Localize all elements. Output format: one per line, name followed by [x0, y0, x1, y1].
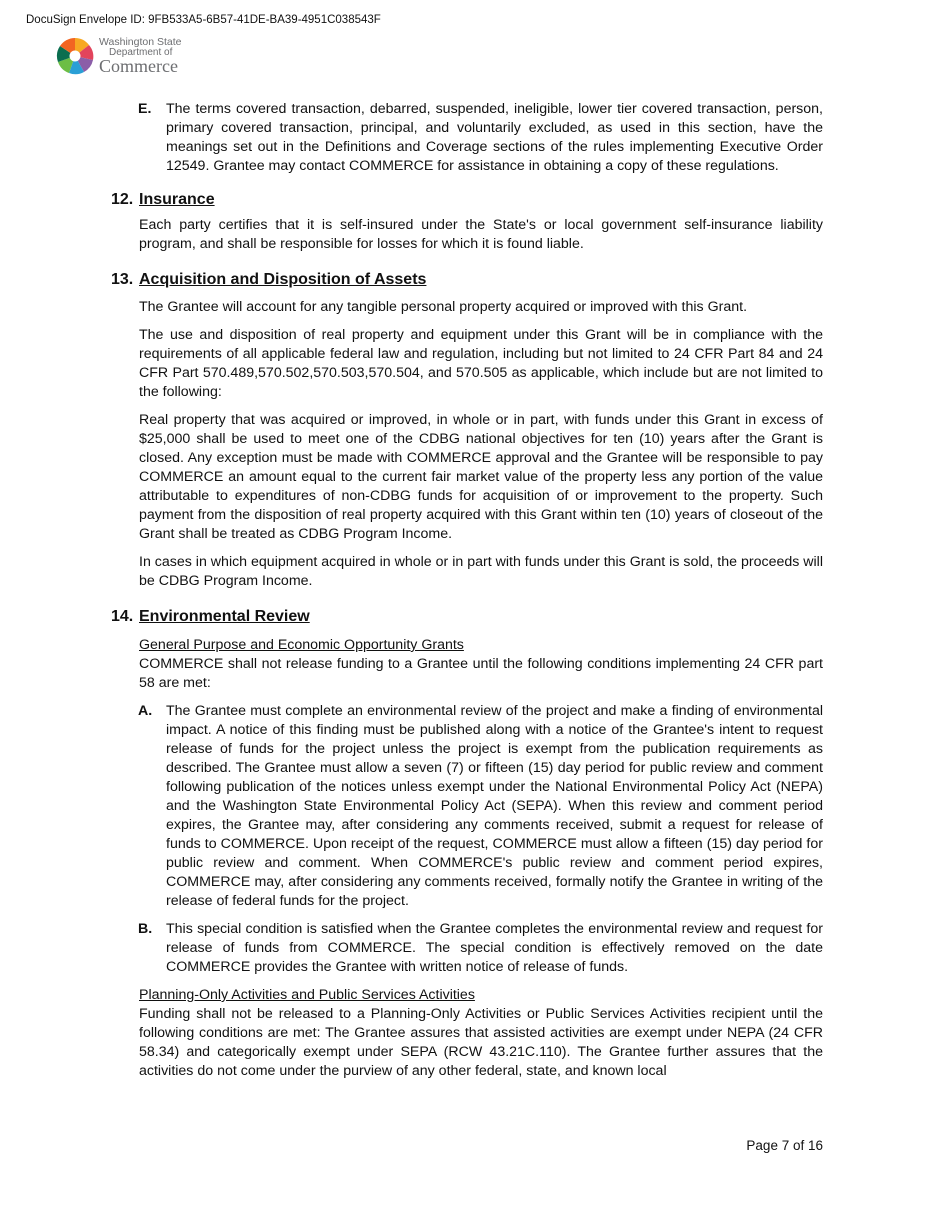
section-14-subheading-1: General Purpose and Economic Opportunity Grants: [139, 637, 464, 653]
item-e-text: The terms covered transaction, debarred, suspended, ineligible, lower tier covered transaction, person, primary covered transaction, principal, and voluntarily excluded, as used in this section, have the meanings set out in the Definitions and Coverage sections of the rules implementing Executive Order 12549. Grantee may contact COMMERCE for assistance in obtaining a copy of these regulations.: [166, 101, 823, 174]
document-body: [0, 100, 933, 1081]
section-14-subheading-2: Planning-Only Activities and Public Services Activities: [139, 987, 475, 1003]
section-14-heading: [0, 607, 933, 627]
section-14-number: 14.: [111, 608, 134, 625]
envelope-id: DocuSign Envelope ID: 9FB533A5-6B57-41DE-BA39-4951C038543F: [26, 14, 381, 26]
commerce-logo: [55, 34, 195, 80]
section-14-general-purpose: [0, 636, 933, 693]
item-e: [0, 100, 933, 176]
commerce-logo-icon: [55, 36, 95, 76]
section-13-paragraph-1: The Grantee will account for any tangible personal property acquired or improved with this Grant.: [139, 299, 748, 315]
section-12-title: Insurance: [139, 191, 215, 208]
item-b: [0, 920, 933, 977]
section-14-subheading-2-text: Funding shall not be released to a Planning-Only Activities or Public Services Activities recipient until the following conditions are met: The Grantee assures that assisted activities are exempt under NEPA (24 CFR 58.34) and categorically exempt under SEPA (RCW 43.21C.110). The Grantee further assures that the activities do not come under the purview of any other federal, state, and known local: [139, 1006, 823, 1079]
logo-text-line3: Commerce: [99, 55, 178, 76]
section-13-paragraph-4: In cases in which equipment acquired in whole or in part with funds under this Grant is sold, the proceeds will be CDBG Program Income.: [139, 554, 823, 589]
section-14-subheading-1-text: COMMERCE shall not release funding to a Grantee until the following conditions implementing 24 CFR part 58 are met:: [139, 656, 823, 691]
section-13-title: Acquisition and Disposition of Assets: [139, 271, 427, 288]
logo-text-line1: Washington State: [99, 36, 182, 48]
section-12-number: 12.: [111, 191, 134, 208]
item-b-marker: B.: [138, 921, 153, 937]
section-13-paragraph-2: The use and disposition of real property and equipment under this Grant will be in compliance with the requirements of all applicable federal law and regulation, including but not limited to 24 CFR Part 84 and 24 CFR Part 570.489,570.502,570.503,570.504, and 570.505 as applicable, which include but are not limited to the following:: [139, 327, 823, 400]
section-13-paragraph-3: Real property that was acquired or improved, in whole or in part, with funds under this Grant in excess of $25,000 shall be used to meet one of the CDBG national objectives for ten (10) years after the Grant is closed. Any exception must be made with COMMERCE approval and the Grantee will be responsible to pay COMMERCE an amount equal to the current fair market value of the property less any portion of the value attributable to expenditures of non-CDBG funds for acquisition of or improvement to the property. Such payment from the disposition of real property acquired with this Grant within ten (10) years of closeout of the Grant shall be treated as CDBG Program Income.: [139, 412, 823, 542]
item-e-marker: E.: [138, 101, 152, 117]
page-number: Page 7 of 16: [746, 1138, 823, 1153]
section-12-text: Each party certifies that it is self-insured under the State's or local government self-insurance liability program, and shall be responsible for losses for which it is found liable.: [139, 217, 823, 252]
section-13-number: 13.: [111, 271, 134, 288]
item-a-marker: A.: [138, 703, 153, 719]
item-b-text: This special condition is satisfied when the Grantee completes the environmental review and request for release of funds from COMMERCE. The special condition is effectively removed on the date COMMERCE provides the Grantee with written notice of release of funds.: [166, 921, 823, 975]
section-14-title: Environmental Review: [139, 608, 310, 625]
section-14-planning-only: [0, 986, 933, 1081]
section-12-heading: [0, 190, 933, 210]
item-a: [0, 702, 933, 911]
logo-text-line2: Department of: [109, 46, 173, 58]
section-13-heading: [0, 270, 933, 290]
item-a-text: The Grantee must complete an environmental review of the project and make a finding of environmental impact. A notice of this finding must be published along with a notice of the Grantee's intent to request release of funds for the project unless the project is exempt from the publication requirements as described. The Grantee must allow a seven (7) or fifteen (15) day period for public review and comment following publication of the notices unless exempt under the National Environmental Policy Act (NEPA) and the Washington State Environmental Policy Act (SEPA). When this review and comment period expires, the Grantee may, after considering any comments received, submit a request for release of funds to COMMERCE. Upon receipt of the request, COMMERCE must allow a fifteen (15) day period for public review and comment. When COMMERCE's public review and comment period expires, COMMERCE may, after considering any comments received, formally notify the Grantee in writing of the release of federal funds for the project.: [166, 703, 823, 909]
